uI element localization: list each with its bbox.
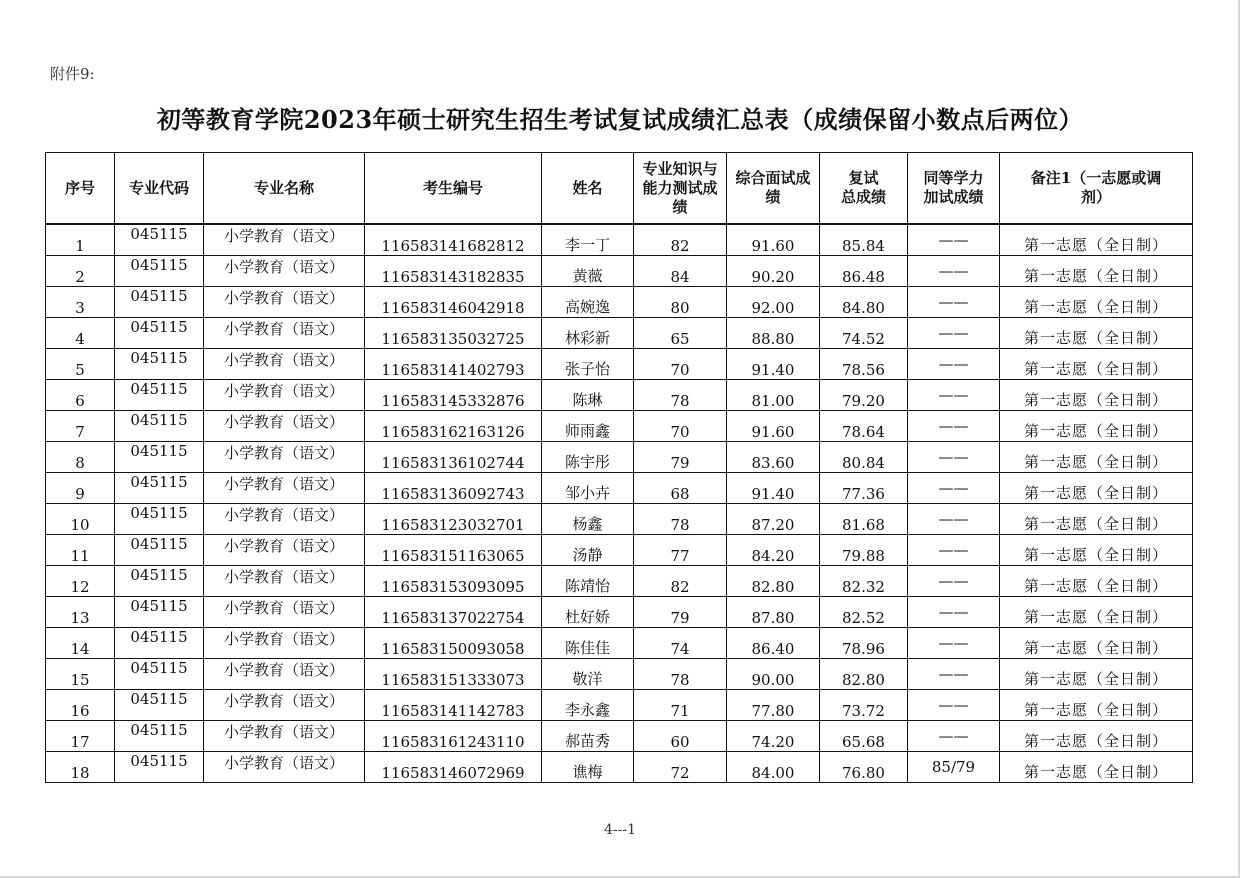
cell-interview-score: 91.40: [727, 473, 820, 504]
cell-candidate-id: 116583151333073: [365, 659, 542, 690]
cell-code: 045115: [115, 349, 204, 380]
cell-equivalent-score: ——: [908, 721, 1000, 752]
page-title: 初等教育学院2023年硕士研究生招生考试复试成绩汇总表（成绩保留小数点后两位）: [156, 105, 1084, 134]
cell-code: 045115: [115, 411, 204, 442]
cell-equivalent-score: 85/79: [908, 752, 1000, 783]
cell-equivalent-score: ——: [908, 690, 1000, 721]
table-row: [46, 287, 1193, 318]
cell-knowledge-score: 78: [634, 380, 727, 411]
cell-seq: 1: [46, 224, 115, 256]
table-row: [46, 442, 1193, 473]
cell-code: 045115: [115, 566, 204, 597]
cell-candidate-id: 116583141402793: [365, 349, 542, 380]
cell-note: 第一志愿（全日制）: [1000, 628, 1193, 659]
cell-knowledge-score: 82: [634, 224, 727, 256]
cell-interview-score: 91.60: [727, 224, 820, 256]
table-row: [46, 752, 1193, 783]
cell-knowledge-score: 72: [634, 752, 727, 783]
cell-note: 第一志愿（全日制）: [1000, 535, 1193, 566]
cell-total-score: 73.72: [820, 690, 908, 721]
header-interview: 综合面试成绩: [727, 153, 820, 225]
cell-total-score: 81.68: [820, 504, 908, 535]
cell-candidate-id: 116583151163065: [365, 535, 542, 566]
cell-knowledge-score: 70: [634, 349, 727, 380]
table-row: [46, 628, 1193, 659]
cell-code: 045115: [115, 287, 204, 318]
cell-name: 谯梅: [542, 752, 634, 783]
cell-name: 敬洋: [542, 659, 634, 690]
cell-note: 第一志愿（全日制）: [1000, 659, 1193, 690]
cell-knowledge-score: 60: [634, 721, 727, 752]
header-major: 专业名称: [204, 153, 365, 225]
cell-candidate-id: 116583161243110: [365, 721, 542, 752]
table-row: [46, 224, 1193, 256]
cell-code: 045115: [115, 752, 204, 783]
cell-candidate-id: 116583136102744: [365, 442, 542, 473]
cell-note: 第一志愿（全日制）: [1000, 318, 1193, 349]
cell-total-score: 77.36: [820, 473, 908, 504]
cell-seq: 7: [46, 411, 115, 442]
cell-knowledge-score: 65: [634, 318, 727, 349]
cell-interview-score: 77.80: [727, 690, 820, 721]
cell-knowledge-score: 70: [634, 411, 727, 442]
header-total: 复试 总成绩: [820, 153, 908, 225]
cell-knowledge-score: 78: [634, 659, 727, 690]
cell-equivalent-score: ——: [908, 473, 1000, 504]
cell-knowledge-score: 84: [634, 256, 727, 287]
cell-name: 杜好娇: [542, 597, 634, 628]
cell-seq: 9: [46, 473, 115, 504]
table-row: [46, 690, 1193, 721]
cell-equivalent-score: ——: [908, 504, 1000, 535]
cell-seq: 15: [46, 659, 115, 690]
cell-equivalent-score: ——: [908, 659, 1000, 690]
cell-note: 第一志愿（全日制）: [1000, 380, 1193, 411]
cell-seq: 16: [46, 690, 115, 721]
cell-candidate-id: 116583162163126: [365, 411, 542, 442]
cell-name: 黄薇: [542, 256, 634, 287]
cell-candidate-id: 116583146072969: [365, 752, 542, 783]
table-row: [46, 504, 1193, 535]
cell-major: 小学教育（语文）: [204, 504, 365, 535]
cell-interview-score: 81.00: [727, 380, 820, 411]
cell-total-score: 80.84: [820, 442, 908, 473]
cell-code: 045115: [115, 442, 204, 473]
cell-total-score: 85.84: [820, 224, 908, 256]
cell-major: 小学教育（语文）: [204, 473, 365, 504]
cell-code: 045115: [115, 628, 204, 659]
table-row: [46, 721, 1193, 752]
cell-seq: 17: [46, 721, 115, 752]
cell-name: 陈宇彤: [542, 442, 634, 473]
cell-interview-score: 82.80: [727, 566, 820, 597]
cell-seq: 8: [46, 442, 115, 473]
cell-note: 第一志愿（全日制）: [1000, 256, 1193, 287]
cell-code: 045115: [115, 721, 204, 752]
cell-seq: 4: [46, 318, 115, 349]
cell-interview-score: 84.20: [727, 535, 820, 566]
header-name: 姓名: [542, 153, 634, 225]
cell-major: 小学教育（语文）: [204, 380, 365, 411]
cell-note: 第一志愿（全日制）: [1000, 473, 1193, 504]
cell-major: 小学教育（语文）: [204, 535, 365, 566]
cell-name: 汤静: [542, 535, 634, 566]
cell-interview-score: 90.20: [727, 256, 820, 287]
cell-interview-score: 87.80: [727, 597, 820, 628]
cell-candidate-id: 116583146042918: [365, 287, 542, 318]
cell-candidate-id: 116583135032725: [365, 318, 542, 349]
table-row: [46, 318, 1193, 349]
table-row: [46, 473, 1193, 504]
cell-name: 高婉逸: [542, 287, 634, 318]
cell-interview-score: 86.40: [727, 628, 820, 659]
cell-name: 陈靖怡: [542, 566, 634, 597]
cell-interview-score: 92.00: [727, 287, 820, 318]
cell-name: 张子怡: [542, 349, 634, 380]
cell-interview-score: 91.40: [727, 349, 820, 380]
cell-name: 李永鑫: [542, 690, 634, 721]
cell-equivalent-score: ——: [908, 224, 1000, 256]
cell-seq: 10: [46, 504, 115, 535]
cell-total-score: 78.96: [820, 628, 908, 659]
cell-total-score: 82.32: [820, 566, 908, 597]
cell-knowledge-score: 78: [634, 504, 727, 535]
cell-code: 045115: [115, 597, 204, 628]
cell-equivalent-score: ——: [908, 535, 1000, 566]
cell-equivalent-score: ——: [908, 442, 1000, 473]
cell-interview-score: 90.00: [727, 659, 820, 690]
cell-code: 045115: [115, 380, 204, 411]
cell-major: 小学教育（语文）: [204, 721, 365, 752]
cell-candidate-id: 116583141142783: [365, 690, 542, 721]
cell-note: 第一志愿（全日制）: [1000, 287, 1193, 318]
cell-candidate-id: 116583123032701: [365, 504, 542, 535]
cell-equivalent-score: ——: [908, 287, 1000, 318]
cell-note: 第一志愿（全日制）: [1000, 721, 1193, 752]
table-body: [46, 224, 1193, 783]
cell-name: 杨鑫: [542, 504, 634, 535]
cell-note: 第一志愿（全日制）: [1000, 504, 1193, 535]
cell-total-score: 78.64: [820, 411, 908, 442]
cell-candidate-id: 116583141682812: [365, 224, 542, 256]
cell-equivalent-score: ——: [908, 256, 1000, 287]
header-id: 考生编号: [365, 153, 542, 225]
cell-note: 第一志愿（全日制）: [1000, 752, 1193, 783]
cell-interview-score: 74.20: [727, 721, 820, 752]
cell-code: 045115: [115, 318, 204, 349]
cell-name: 陈琳: [542, 380, 634, 411]
cell-total-score: 79.20: [820, 380, 908, 411]
cell-interview-score: 88.80: [727, 318, 820, 349]
cell-knowledge-score: 79: [634, 442, 727, 473]
header-knowledge: 专业知识与能力测试成绩: [634, 153, 727, 225]
cell-knowledge-score: 82: [634, 566, 727, 597]
cell-note: 第一志愿（全日制）: [1000, 411, 1193, 442]
cell-major: 小学教育（语文）: [204, 752, 365, 783]
cell-name: 林彩新: [542, 318, 634, 349]
cell-code: 045115: [115, 473, 204, 504]
cell-knowledge-score: 71: [634, 690, 727, 721]
table-row: [46, 535, 1193, 566]
cell-major: 小学教育（语文）: [204, 628, 365, 659]
cell-equivalent-score: ——: [908, 349, 1000, 380]
cell-name: 李一丁: [542, 224, 634, 256]
cell-total-score: 65.68: [820, 721, 908, 752]
cell-knowledge-score: 74: [634, 628, 727, 659]
cell-candidate-id: 116583150093058: [365, 628, 542, 659]
page-number: 4---1: [603, 822, 636, 838]
table-row: [46, 597, 1193, 628]
table-row: [46, 566, 1193, 597]
cell-seq: 3: [46, 287, 115, 318]
cell-seq: 18: [46, 752, 115, 783]
cell-note: 第一志愿（全日制）: [1000, 349, 1193, 380]
cell-total-score: 79.88: [820, 535, 908, 566]
table-row: [46, 380, 1193, 411]
cell-equivalent-score: ——: [908, 318, 1000, 349]
table-row: [46, 349, 1193, 380]
cell-total-score: 74.52: [820, 318, 908, 349]
cell-major: 小学教育（语文）: [204, 659, 365, 690]
cell-seq: 11: [46, 535, 115, 566]
header-code: 专业代码: [115, 153, 204, 225]
scores-table: [45, 152, 1193, 783]
header-note: 备注1（一志愿或调剂）: [1000, 153, 1193, 225]
cell-name: 郝苗秀: [542, 721, 634, 752]
cell-major: 小学教育（语文）: [204, 597, 365, 628]
cell-knowledge-score: 79: [634, 597, 727, 628]
table-row: [46, 411, 1193, 442]
header-equivalent: 同等学力 加试成绩: [908, 153, 1000, 225]
cell-note: 第一志愿（全日制）: [1000, 597, 1193, 628]
cell-interview-score: 83.60: [727, 442, 820, 473]
cell-major: 小学教育（语文）: [204, 690, 365, 721]
cell-note: 第一志愿（全日制）: [1000, 224, 1193, 256]
cell-total-score: 84.80: [820, 287, 908, 318]
cell-major: 小学教育（语文）: [204, 318, 365, 349]
cell-interview-score: 84.00: [727, 752, 820, 783]
cell-total-score: 82.80: [820, 659, 908, 690]
cell-note: 第一志愿（全日制）: [1000, 442, 1193, 473]
cell-equivalent-score: ——: [908, 628, 1000, 659]
cell-candidate-id: 116583143182835: [365, 256, 542, 287]
cell-code: 045115: [115, 690, 204, 721]
cell-seq: 12: [46, 566, 115, 597]
cell-major: 小学教育（语文）: [204, 566, 365, 597]
cell-knowledge-score: 77: [634, 535, 727, 566]
header-seq: 序号: [46, 153, 115, 225]
cell-code: 045115: [115, 535, 204, 566]
cell-equivalent-score: ——: [908, 566, 1000, 597]
cell-candidate-id: 116583145332876: [365, 380, 542, 411]
cell-total-score: 82.52: [820, 597, 908, 628]
cell-major: 小学教育（语文）: [204, 256, 365, 287]
cell-equivalent-score: ——: [908, 411, 1000, 442]
cell-candidate-id: 116583153093095: [365, 566, 542, 597]
cell-major: 小学教育（语文）: [204, 287, 365, 318]
cell-code: 045115: [115, 504, 204, 535]
cell-major: 小学教育（语文）: [204, 224, 365, 256]
cell-equivalent-score: ——: [908, 597, 1000, 628]
table-header-row: [46, 153, 1193, 225]
table-row: [46, 256, 1193, 287]
cell-candidate-id: 116583136092743: [365, 473, 542, 504]
table-row: [46, 659, 1193, 690]
cell-knowledge-score: 68: [634, 473, 727, 504]
cell-code: 045115: [115, 659, 204, 690]
cell-major: 小学教育（语文）: [204, 442, 365, 473]
cell-seq: 13: [46, 597, 115, 628]
cell-major: 小学教育（语文）: [204, 349, 365, 380]
cell-note: 第一志愿（全日制）: [1000, 566, 1193, 597]
cell-name: 师雨鑫: [542, 411, 634, 442]
cell-equivalent-score: ——: [908, 380, 1000, 411]
cell-seq: 6: [46, 380, 115, 411]
attachment-label: 附件9:: [50, 65, 95, 83]
cell-note: 第一志愿（全日制）: [1000, 690, 1193, 721]
cell-total-score: 86.48: [820, 256, 908, 287]
cell-seq: 14: [46, 628, 115, 659]
cell-major: 小学教育（语文）: [204, 411, 365, 442]
cell-name: 陈佳佳: [542, 628, 634, 659]
cell-interview-score: 87.20: [727, 504, 820, 535]
cell-knowledge-score: 80: [634, 287, 727, 318]
cell-name: 邹小卉: [542, 473, 634, 504]
cell-seq: 5: [46, 349, 115, 380]
cell-code: 045115: [115, 256, 204, 287]
cell-seq: 2: [46, 256, 115, 287]
cell-total-score: 78.56: [820, 349, 908, 380]
cell-interview-score: 91.60: [727, 411, 820, 442]
cell-candidate-id: 116583137022754: [365, 597, 542, 628]
cell-code: 045115: [115, 224, 204, 256]
cell-total-score: 76.80: [820, 752, 908, 783]
